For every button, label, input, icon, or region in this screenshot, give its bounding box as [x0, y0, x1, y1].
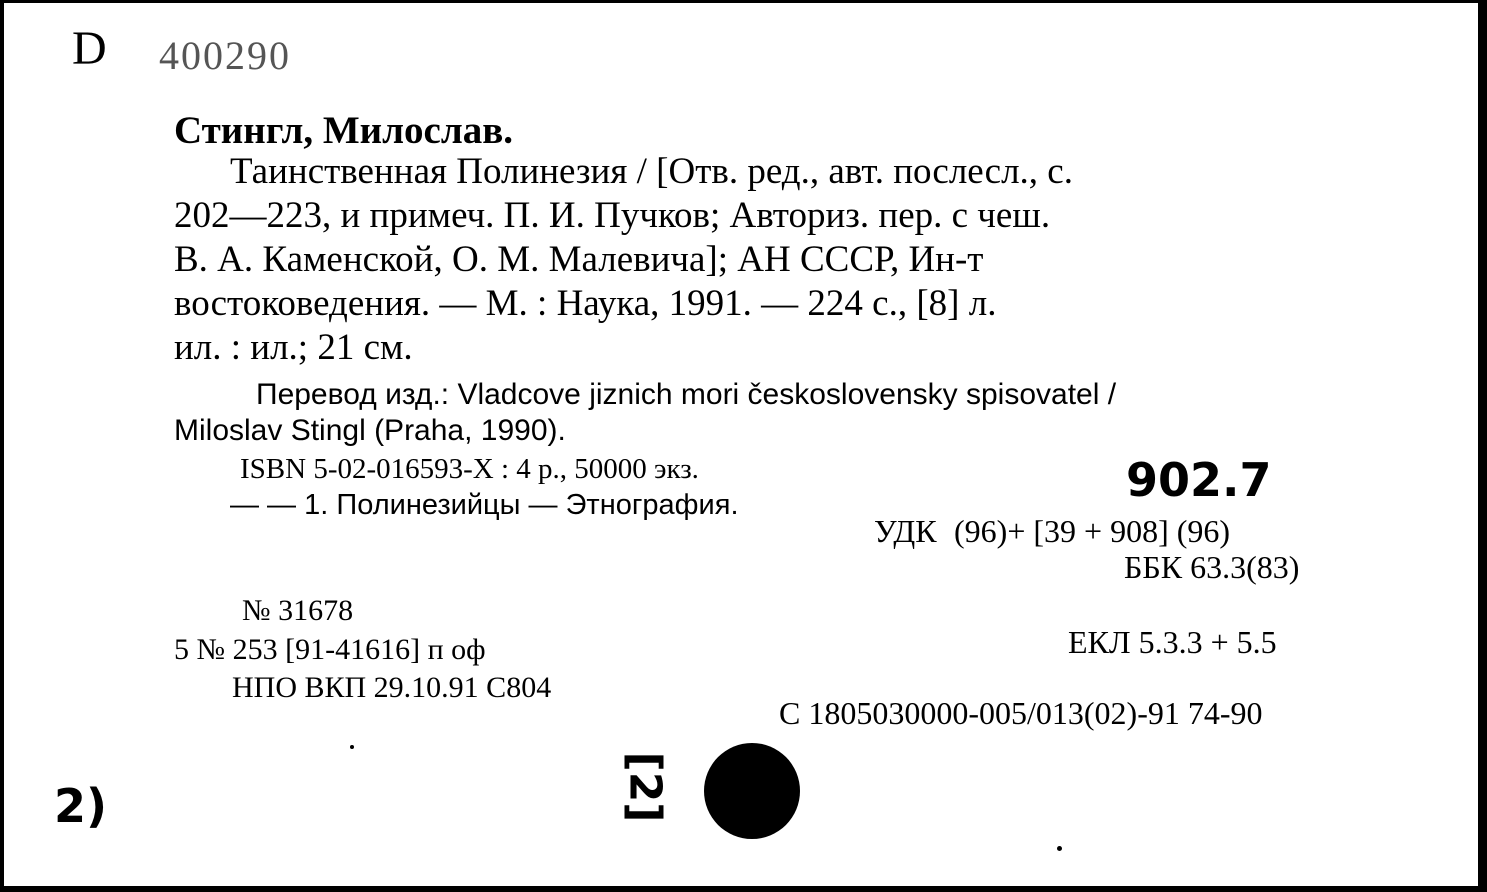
publisher-order-line: 5 № 253 [91-41616] п оф	[174, 633, 486, 666]
catalog-card	[4, 3, 1478, 886]
udk-value: (96)+ [39 + 908] (96)	[954, 513, 1231, 549]
translation-note: Перевод изд.: Vladcove jiznich mori československy spisovatel /	[256, 378, 1117, 411]
handwritten-class-number: 902.7	[1126, 453, 1272, 507]
description-line: ил. : ил.; 21 см.	[174, 327, 413, 368]
punch-hole-dot	[704, 743, 800, 839]
udk-label: УДК	[874, 513, 937, 549]
handwritten-mark: 2)	[54, 779, 108, 833]
author-heading: Стингл, Милослав.	[174, 109, 514, 152]
ekl-classification: ЕКЛ 5.3.3 + 5.5	[1068, 624, 1277, 660]
inventory-number: 400290	[159, 33, 291, 78]
handwritten-mark: [2]	[619, 751, 671, 823]
publication-code: С 1805030000-005/013(02)-91 74-90	[779, 695, 1263, 731]
description-line: востоковедения. — М. : Наука, 1991. — 224 с., [8] л.	[174, 283, 997, 324]
isbn-line: ISBN 5-02-016593-X : 4 р., 50000 экз.	[240, 453, 699, 485]
ink-speck	[1057, 846, 1062, 851]
registration-number: № 31678	[242, 594, 354, 627]
description-line: Таинственная Полинезия / [Отв. ред., авт. послесл., с.	[230, 151, 1073, 192]
description-line: 202—223, и примеч. П. И. Пучков; Авториз. пер. с чеш.	[174, 195, 1051, 236]
bbk-classification: ББК 63.3(83)	[1124, 549, 1300, 585]
npo-line: НПО ВКП 29.10.91 С804	[232, 671, 552, 704]
ink-speck	[350, 745, 354, 749]
call-number: D	[72, 22, 107, 75]
subject-line: — — 1. Полинезийцы — Этнография.	[230, 489, 739, 521]
translation-note: Miloslav Stingl (Praha, 1990).	[174, 414, 566, 447]
description-line: В. А. Каменской, О. М. Малевича]; АН СССР, Ин-т	[174, 239, 984, 280]
